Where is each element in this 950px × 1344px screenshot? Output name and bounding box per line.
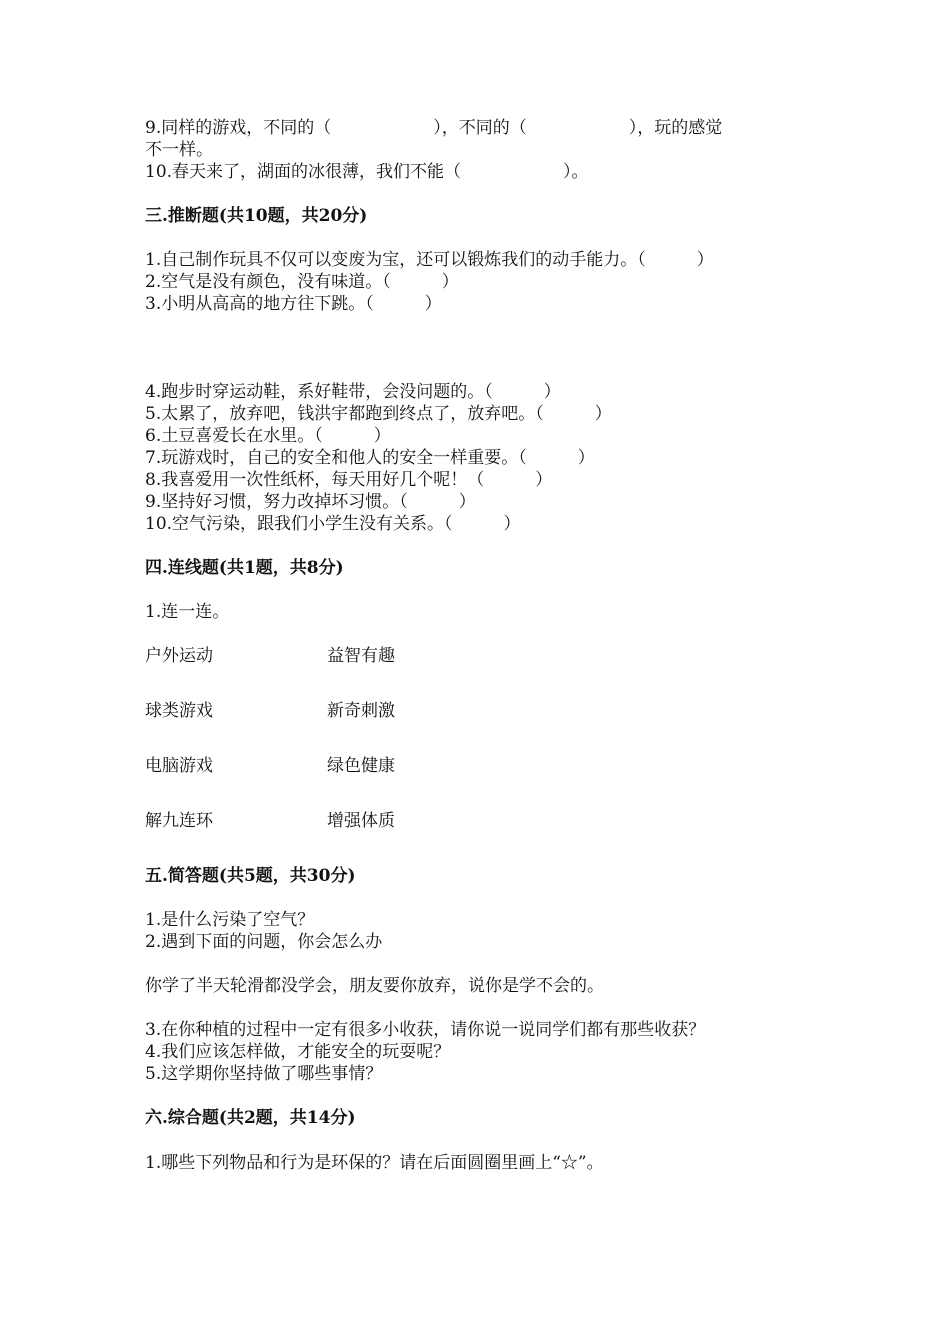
- match-right-item: 益智有趣: [327, 646, 395, 666]
- fill-question-9-continued: 不一样。: [145, 140, 213, 160]
- match-left-item: 户外运动: [145, 646, 213, 666]
- match-right-item: 增强体质: [327, 811, 395, 831]
- match-question-1: 1.连一连。: [145, 602, 230, 622]
- short-question-1: 1.是什么污染了空气？: [145, 910, 315, 930]
- match-right-item: 新奇刺激: [327, 701, 395, 721]
- short-question-4: 4.我们应该怎样做，才能安全的玩耍呢？: [145, 1042, 451, 1062]
- section-4-heading: 四.连线题(共1题，共8分): [145, 558, 344, 578]
- judge-question-5: 5.太累了，放弃吧，钱洪宇都跑到终点了，放弃吧。（ ）: [145, 404, 612, 424]
- judge-question-4: 4.跑步时穿运动鞋，系好鞋带，会没问题的。（ ）: [145, 382, 561, 402]
- short-question-3: 3.在你种植的过程中一定有很多小收获，请你说一说同学们都有那些收获？: [145, 1020, 706, 1040]
- match-left-item: 电脑游戏: [145, 756, 213, 776]
- judge-question-1: 1.自己制作玩具不仅可以变废为宝，还可以锻炼我们的动手能力。（ ）: [145, 250, 714, 270]
- judge-question-7: 7.玩游戏时，自己的安全和他人的安全一样重要。（ ）: [145, 448, 595, 468]
- short-question-2: 2.遇到下面的问题，你会怎么办: [145, 932, 383, 952]
- judge-question-8: 8.我喜爱用一次性纸杯，每天用好几个呢！（ ）: [145, 470, 553, 490]
- judge-question-2: 2.空气是没有颜色，没有味道。（ ）: [145, 272, 459, 292]
- section-6-heading: 六.综合题(共2题，共14分): [145, 1108, 356, 1128]
- fill-question-10: 10.春天来了，湖面的冰很薄，我们不能（ ）。: [145, 162, 589, 182]
- section-5-heading: 五.简答题(共5题，共30分): [145, 866, 356, 886]
- fill-question-9: 9.同样的游戏，不同的（ ），不同的（ ），玩的感觉: [145, 118, 723, 138]
- short-question-2-scenario: 你学了半天轮滑都没学会，朋友要你放弃，说你是学不会的。: [145, 976, 604, 996]
- short-question-5: 5.这学期你坚持做了哪些事情？: [145, 1064, 383, 1084]
- judge-question-9: 9.坚持好习惯，努力改掉坏习惯。（ ）: [145, 492, 476, 512]
- judge-question-10: 10.空气污染，跟我们小学生没有关系。（ ）: [145, 514, 521, 534]
- match-left-item: 球类游戏: [145, 701, 213, 721]
- judge-question-3: 3.小明从高高的地方往下跳。（ ）: [145, 294, 442, 314]
- match-left-item: 解九连环: [145, 811, 213, 831]
- judge-question-6: 6.土豆喜爱长在水里。（ ）: [145, 426, 391, 446]
- section-3-heading: 三.推断题(共10题，共20分): [145, 206, 368, 226]
- comprehensive-question-1: 1.哪些下列物品和行为是环保的？请在后面圆圈里画上“☆”。: [145, 1153, 604, 1173]
- match-right-item: 绿色健康: [327, 756, 395, 776]
